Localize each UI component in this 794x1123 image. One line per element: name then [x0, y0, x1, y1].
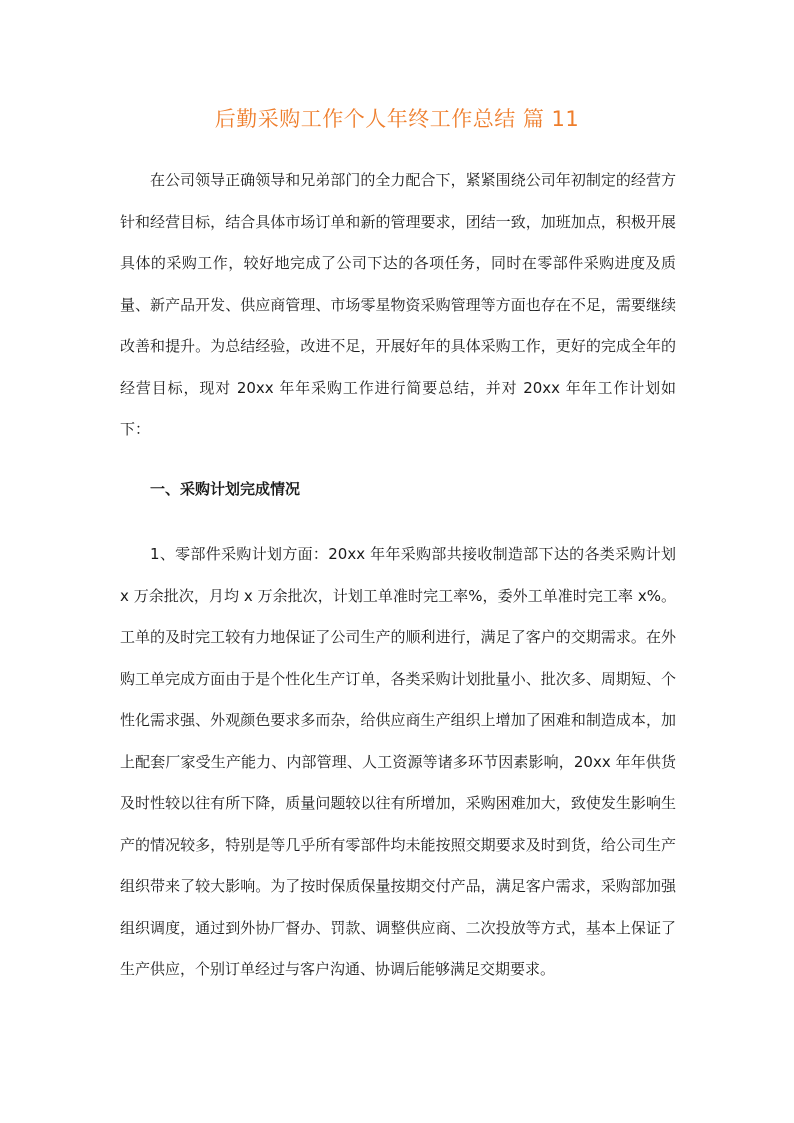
- section-paragraph: 1、零部件采购计划方面：20xx 年年采购部共接收制造部下达的各类采购计划 x 万余批次，月均 x 万余批次，计划工单准时完工率%，委外工单准时完工率 x%。工单的及时完工较有力地保证了公司生产的顺利进行，满足了客户的交期需求。在外购工单完成方面由于是个性化生产订单，各类采购计划批量小、批次多、周期短、个性化需求强、外观颜色要求多而杂，给供应商生产组织上增加了困难和制造成本，加上配套厂家受生产能力、内部管理、人工资源等诸多环节因素影响，20xx 年年供货及时性较以往有所下降，质量问题较以往有所增加，采购困难加大，致使发生影响生产的情况较多，特别是等几乎所有零部件均未能按照交期要求及时到货，给公司生产组织带来了较大影响。为了按时保质保量按期交付产品，满足客户需求，采购部加强组织调度，通过到外协厂督办、罚款、调整供应商、二次投放等方式，基本上保证了生产供应，个别订单经过与客户沟通、协调后能够满足交期要求。: [120, 545, 676, 978]
- document-title: 后勤采购工作个人年终工作总结 篇 11: [214, 107, 580, 131]
- intro-paragraph: 在公司领导正确领导和兄弟部门的全力配合下，紧紧围绕公司年初制定的经营方针和经营目标，结合具体市场订单和新的管理要求，团结一致，加班加点，积极开展具体的采购工作，较好地完成了公司下达的各项任务，同时在零部件采购进度及质量、新产品开发、供应商管理、市场零星物资采购管理等方面也存在不足，需要继续改善和提升。为总结经验，改进不足，开展好年的具体采购工作，更好的完成全年的经营目标，现对 20xx 年年采购工作进行简要总结，并对 20xx 年年工作计划如下：: [120, 171, 676, 438]
- section-heading: 一、采购计划完成情况: [150, 480, 301, 498]
